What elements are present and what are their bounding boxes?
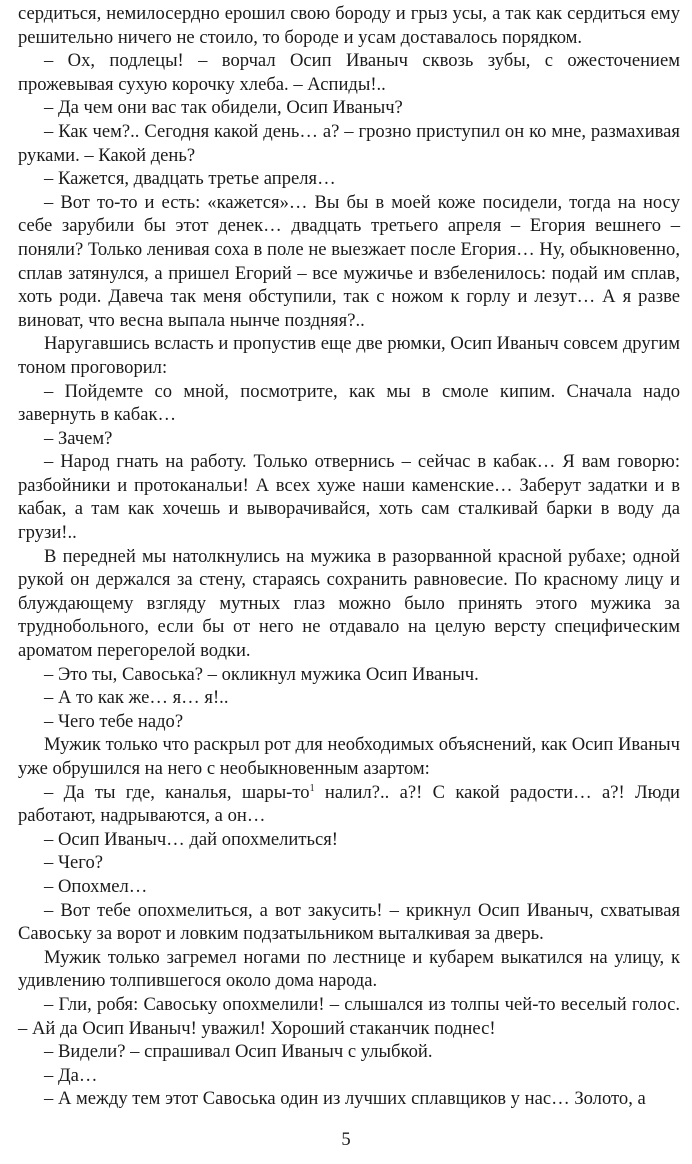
paragraph xyxy=(18,120,680,167)
paragraph-text: В передней мы натолкнулись на мужика в разорванной красной рубахе; одной рукой он держался за стену, стараясь сохранить равновесие. По красному лицу и блуждающему взгляду мутных глаз можно было принять этого мужика за труднобольного, если бы от него не отдавало на целую версту специфическим ароматом перегорелой водки. xyxy=(18,545,680,662)
paragraph-text-continued: налил?.. а?! С какой радости… а?! Люди работают, надрываются, а он… xyxy=(18,781,681,827)
paragraph xyxy=(18,899,680,946)
paragraph xyxy=(18,993,680,1040)
paragraph xyxy=(18,545,680,663)
paragraph xyxy=(18,946,680,993)
paragraph-text: – Да ты где, каналья, шары-то xyxy=(44,781,310,803)
paragraph-text: – Чего тебе надо? xyxy=(44,710,184,732)
body-text xyxy=(18,2,680,1111)
paragraph-text: сердиться, немилосердно ерошил свою бороду и грыз усы, а так как сердиться ему решительно ничего не стоило, то бороде и усам доставалось порядком. xyxy=(18,3,680,48)
paragraph-text: – Кажется, двадцать третье апреля… xyxy=(44,168,336,190)
paragraph-text: – А то как же… я… я!.. xyxy=(44,687,229,709)
paragraph xyxy=(18,167,680,191)
paragraph xyxy=(18,1040,680,1064)
footnote-marker: 1 xyxy=(309,782,315,794)
paragraph-text: – Зачем? xyxy=(44,427,113,449)
paragraph-text: – Народ гнать на работу. Только отвернись – сейчас в кабак… Я вам говорю: разбойники и протоканальи! А всех хуже наши каменские… Заберут задатки и в кабак, а там как хочешь и выворачивайся, хоть сам сталкивай барки в воду да грузи!.. xyxy=(18,451,680,544)
paragraph-text: – Вот то-то и есть: «кажется»… Вы бы в моей коже посидели, тогда на носу себе зарубили бы этот денек… двадцать третьего апреля – Егория вешнего – поняли? Только ленивая соха в поле не выезжает после Егория… Ну, обыкновенно, сплав затянулся, а пришел Егорий – все мужичье и взбеленилось: подай им сплав, хоть роди. Давеча так меня обступили, так с ножом к горлу и лезут… А я разве виноват, что весна выпала нынче поздняя?.. xyxy=(18,191,680,331)
paragraph xyxy=(18,380,680,427)
paragraph xyxy=(18,851,680,875)
paragraph xyxy=(18,781,680,828)
paragraph xyxy=(18,828,680,852)
paragraph xyxy=(18,427,680,451)
paragraph xyxy=(18,1064,680,1088)
paragraph-text: – Как чем?.. Сегодня какой день… а? – грозно приступил он ко мне, размахивая руками. – Какой день? xyxy=(18,120,680,166)
paragraph xyxy=(18,332,680,379)
paragraph xyxy=(18,1087,680,1111)
paragraph xyxy=(18,686,680,710)
paragraph xyxy=(18,450,680,544)
paragraph-text: – А между тем этот Савоська один из лучших сплавщиков у нас… Золото, а xyxy=(44,1088,646,1110)
paragraph-text: – Да чем они вас так обидели, Осип Иваныч? xyxy=(44,97,403,119)
paragraph xyxy=(18,96,680,120)
paragraph xyxy=(18,733,680,780)
page-number: 5 xyxy=(341,1129,351,1150)
paragraph-text: Мужик только что раскрыл рот для необходимых объяснений, как Осип Иваныч уже обрушился на него с необыкновенным азартом: xyxy=(18,734,680,779)
paragraph-text: – Осип Иваныч… дай опохмелиться! xyxy=(44,828,338,850)
paragraph xyxy=(18,663,680,687)
paragraph-text: – Да… xyxy=(44,1064,98,1086)
paragraph xyxy=(18,2,680,49)
paragraph xyxy=(18,710,680,734)
paragraph xyxy=(18,875,680,899)
paragraph xyxy=(18,191,680,333)
paragraph-text: – Опохмел… xyxy=(44,875,148,897)
paragraph-text: – Это ты, Савоська? – окликнул мужика Осип Иваныч. xyxy=(44,663,479,685)
paragraph-text: Мужик только загремел ногами по лестнице и кубарем выкатился на улицу, к удивлению толпившегося около дома народа. xyxy=(18,946,680,992)
paragraph xyxy=(18,49,680,96)
paragraph-text: – Ох, подлецы! – ворчал Осип Иваныч сквозь зубы, с ожесточением прожевывая сухую корочку хлеба. – Аспиды!.. xyxy=(18,50,680,95)
paragraph-text: – Чего? xyxy=(44,852,103,874)
paragraph-text: Наругавшись всласть и пропустив еще две рюмки, Осип Иваныч совсем другим тоном проговорил: xyxy=(18,333,680,378)
paragraph-text: – Гли, робя: Савоську опохмелили! – слышался из толпы чей-то веселый голос. – Ай да Осип Иваныч! уважил! Хороший стаканчик поднес! xyxy=(18,993,680,1039)
paragraph-text: – Пойдемте со мной, посмотрите, как мы в смоле кипим. Сначала надо завернуть в кабак… xyxy=(18,380,680,426)
paragraph-text: – Вот тебе опохмелиться, а вот закусить! – крикнул Осип Иваныч, схватывая Савоську за ворот и ловким подзатыльником выталкивая за дверь. xyxy=(18,899,680,945)
paragraph-text: – Видели? – спрашивал Осип Иваныч с улыбкой. xyxy=(44,1041,433,1063)
